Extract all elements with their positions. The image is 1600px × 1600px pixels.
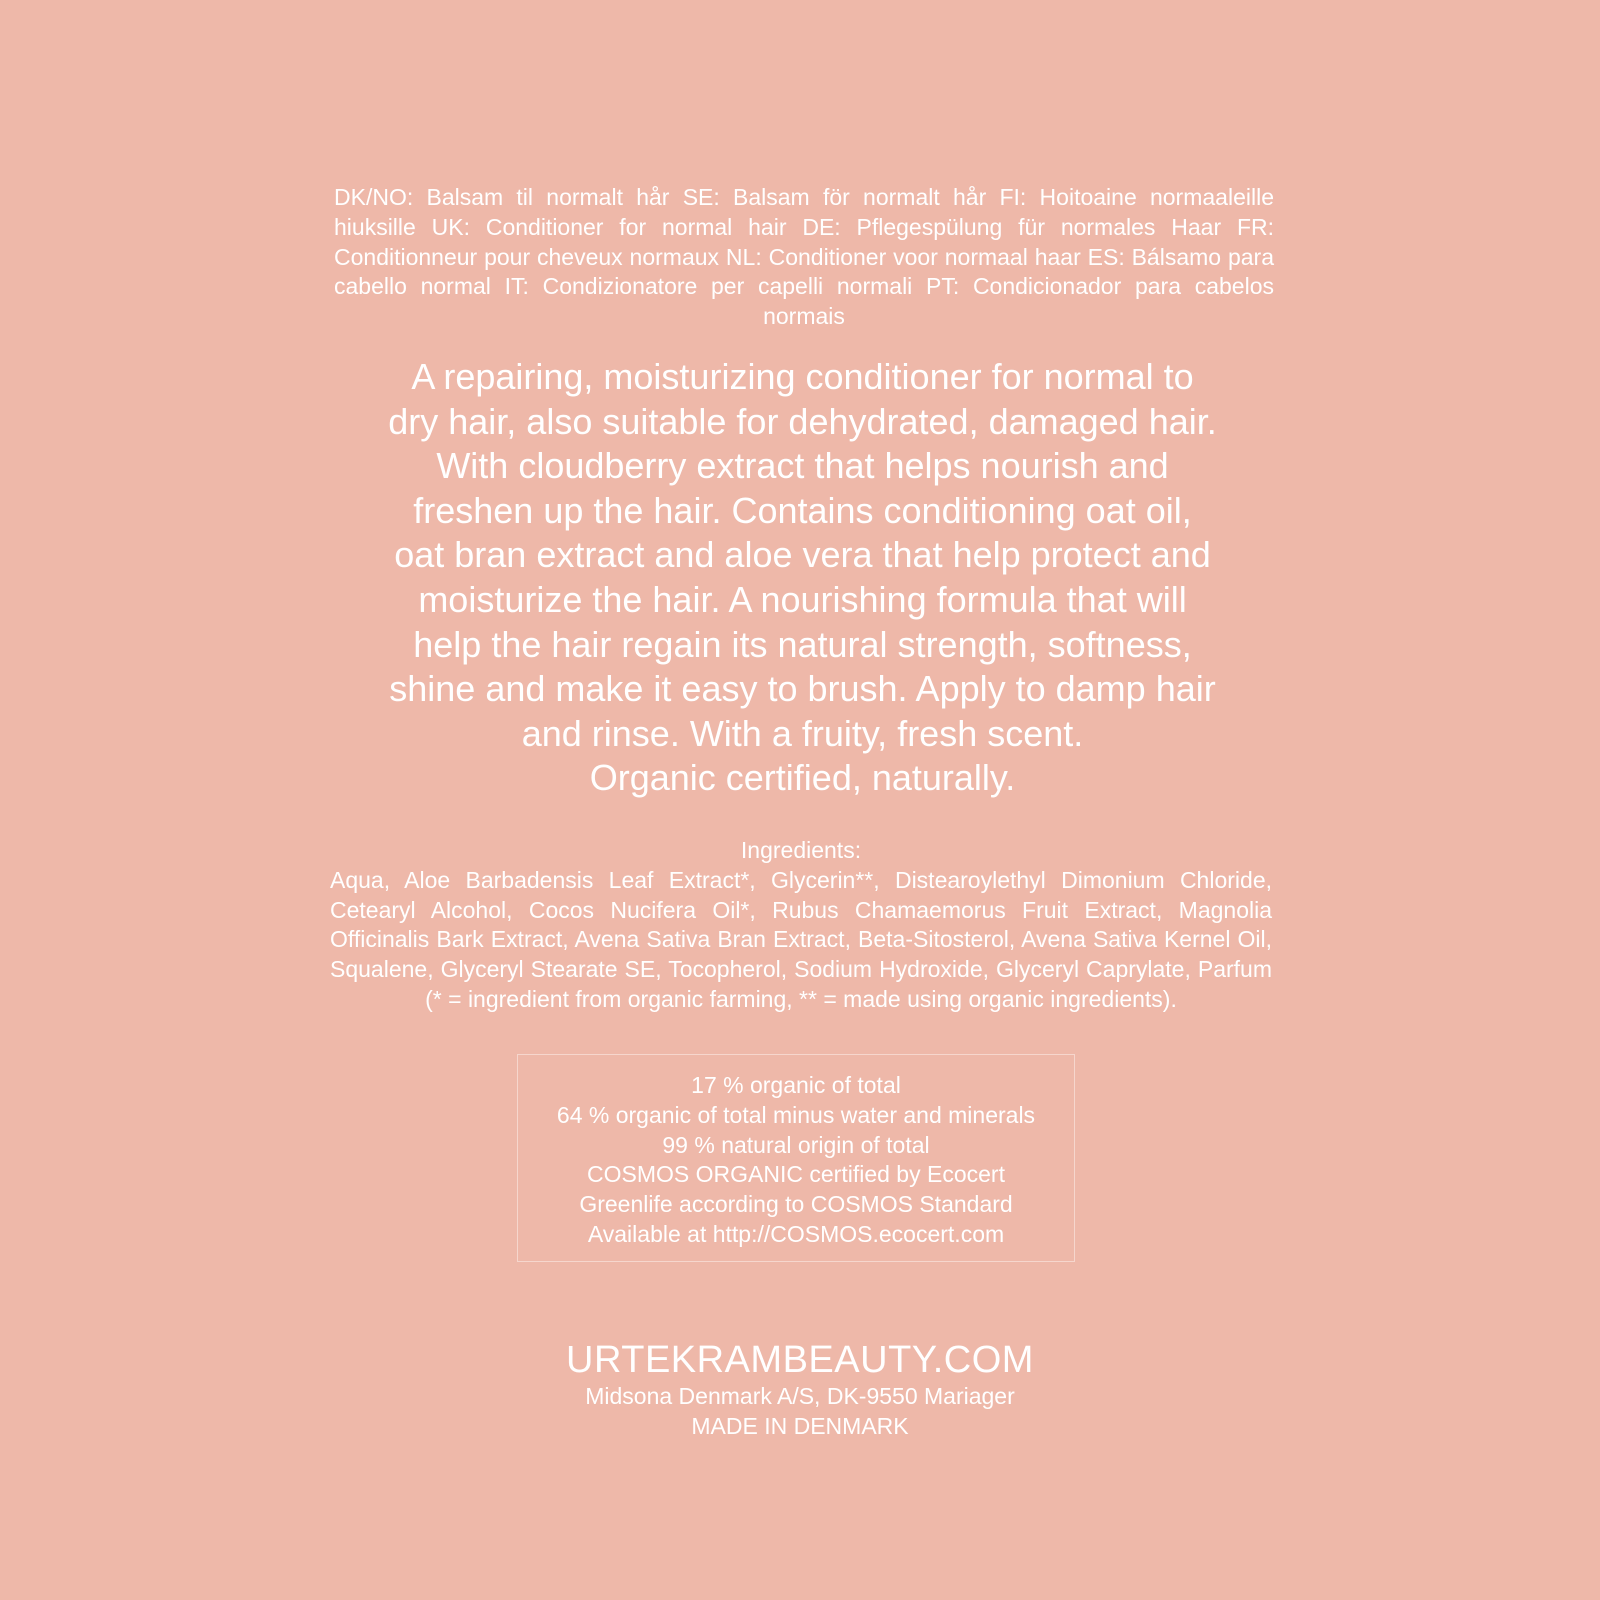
description-line: Organic certified, naturally. <box>589 757 1016 799</box>
ingredients-list: Aqua, Aloe Barbadensis Leaf Extract*, Glycerin**, Distearoylethyl Dimonium Chloride, Cetearyl Alcohol, Cocos Nucifera Oil*, Rubus Chamaemorus Fruit Extract, Magnolia Officinalis Bark Extract, Avena Sativa Bran Extract, Beta-Sitosterol, Avena Sativa Kernel Oil, Squalene, Glyceryl Stearate SE, Tocopherol, Sodium Hydroxide, Glyceryl Caprylate, Parfum (* = ingredient from organic farming, ** = made using organic ingredients). <box>330 866 1272 1012</box>
certification-line: COSMOS ORGANIC certified by Ecocert <box>587 1161 1005 1188</box>
description-line: help the hair regain its natural strength, softness, <box>413 623 1192 665</box>
description-line: shine and make it easy to brush. Apply to damp hair <box>389 668 1216 710</box>
ingredients-heading: Ingredients: <box>740 837 862 863</box>
company-address: Midsona Denmark A/S, DK-9550 Mariager <box>585 1383 1015 1409</box>
certification-line: Greenlife according to COSMOS Standard <box>579 1191 1013 1218</box>
certification-box <box>517 1054 1075 1262</box>
description-line: A repairing, moisturizing conditioner for normal to <box>411 356 1194 397</box>
product-name-translations: DK/NO: Balsam til normalt hår SE: Balsam för normalt hår FI: Hoitoaine normaaleille hiuksille UK: Conditioner for normal hair DE: Pflegespülung für normales Haar FR: Conditionneur pour cheveux normaux NL: Conditioner voor normaal haar ES: Bálsamo para cabello normal IT: Condizionatore per capelli normali PT: Condicionador para cabelos normais <box>334 184 1274 330</box>
description-line: and rinse. With a fruity, fresh scent. <box>521 712 1084 754</box>
certification-line: 64 % organic of total minus water and minerals <box>556 1101 1036 1128</box>
description-line: freshen up the hair. Contains conditioning oat oil, <box>413 489 1192 531</box>
description-line: oat bran extract and aloe vera that help protect and <box>394 534 1211 576</box>
description-line: moisturize the hair. A nourishing formula that will <box>418 578 1187 620</box>
country-of-origin: MADE IN DENMARK <box>691 1412 909 1439</box>
product-description <box>330 355 1275 801</box>
description-line: dry hair, also suitable for dehydrated, damaged hair. <box>388 400 1217 442</box>
certification-line: Available at http://COSMOS.ecocert.com <box>587 1220 1005 1247</box>
certification-line: 17 % organic of total <box>691 1072 901 1098</box>
certification-line: 99 % natural origin of total <box>662 1131 930 1158</box>
description-line: With cloudberry extract that helps nourish and <box>436 445 1169 487</box>
brand-website: URTEKRAMBEAUTY.COM <box>566 1339 1034 1381</box>
footer <box>300 1338 1300 1442</box>
ingredients-section <box>330 836 1272 1015</box>
